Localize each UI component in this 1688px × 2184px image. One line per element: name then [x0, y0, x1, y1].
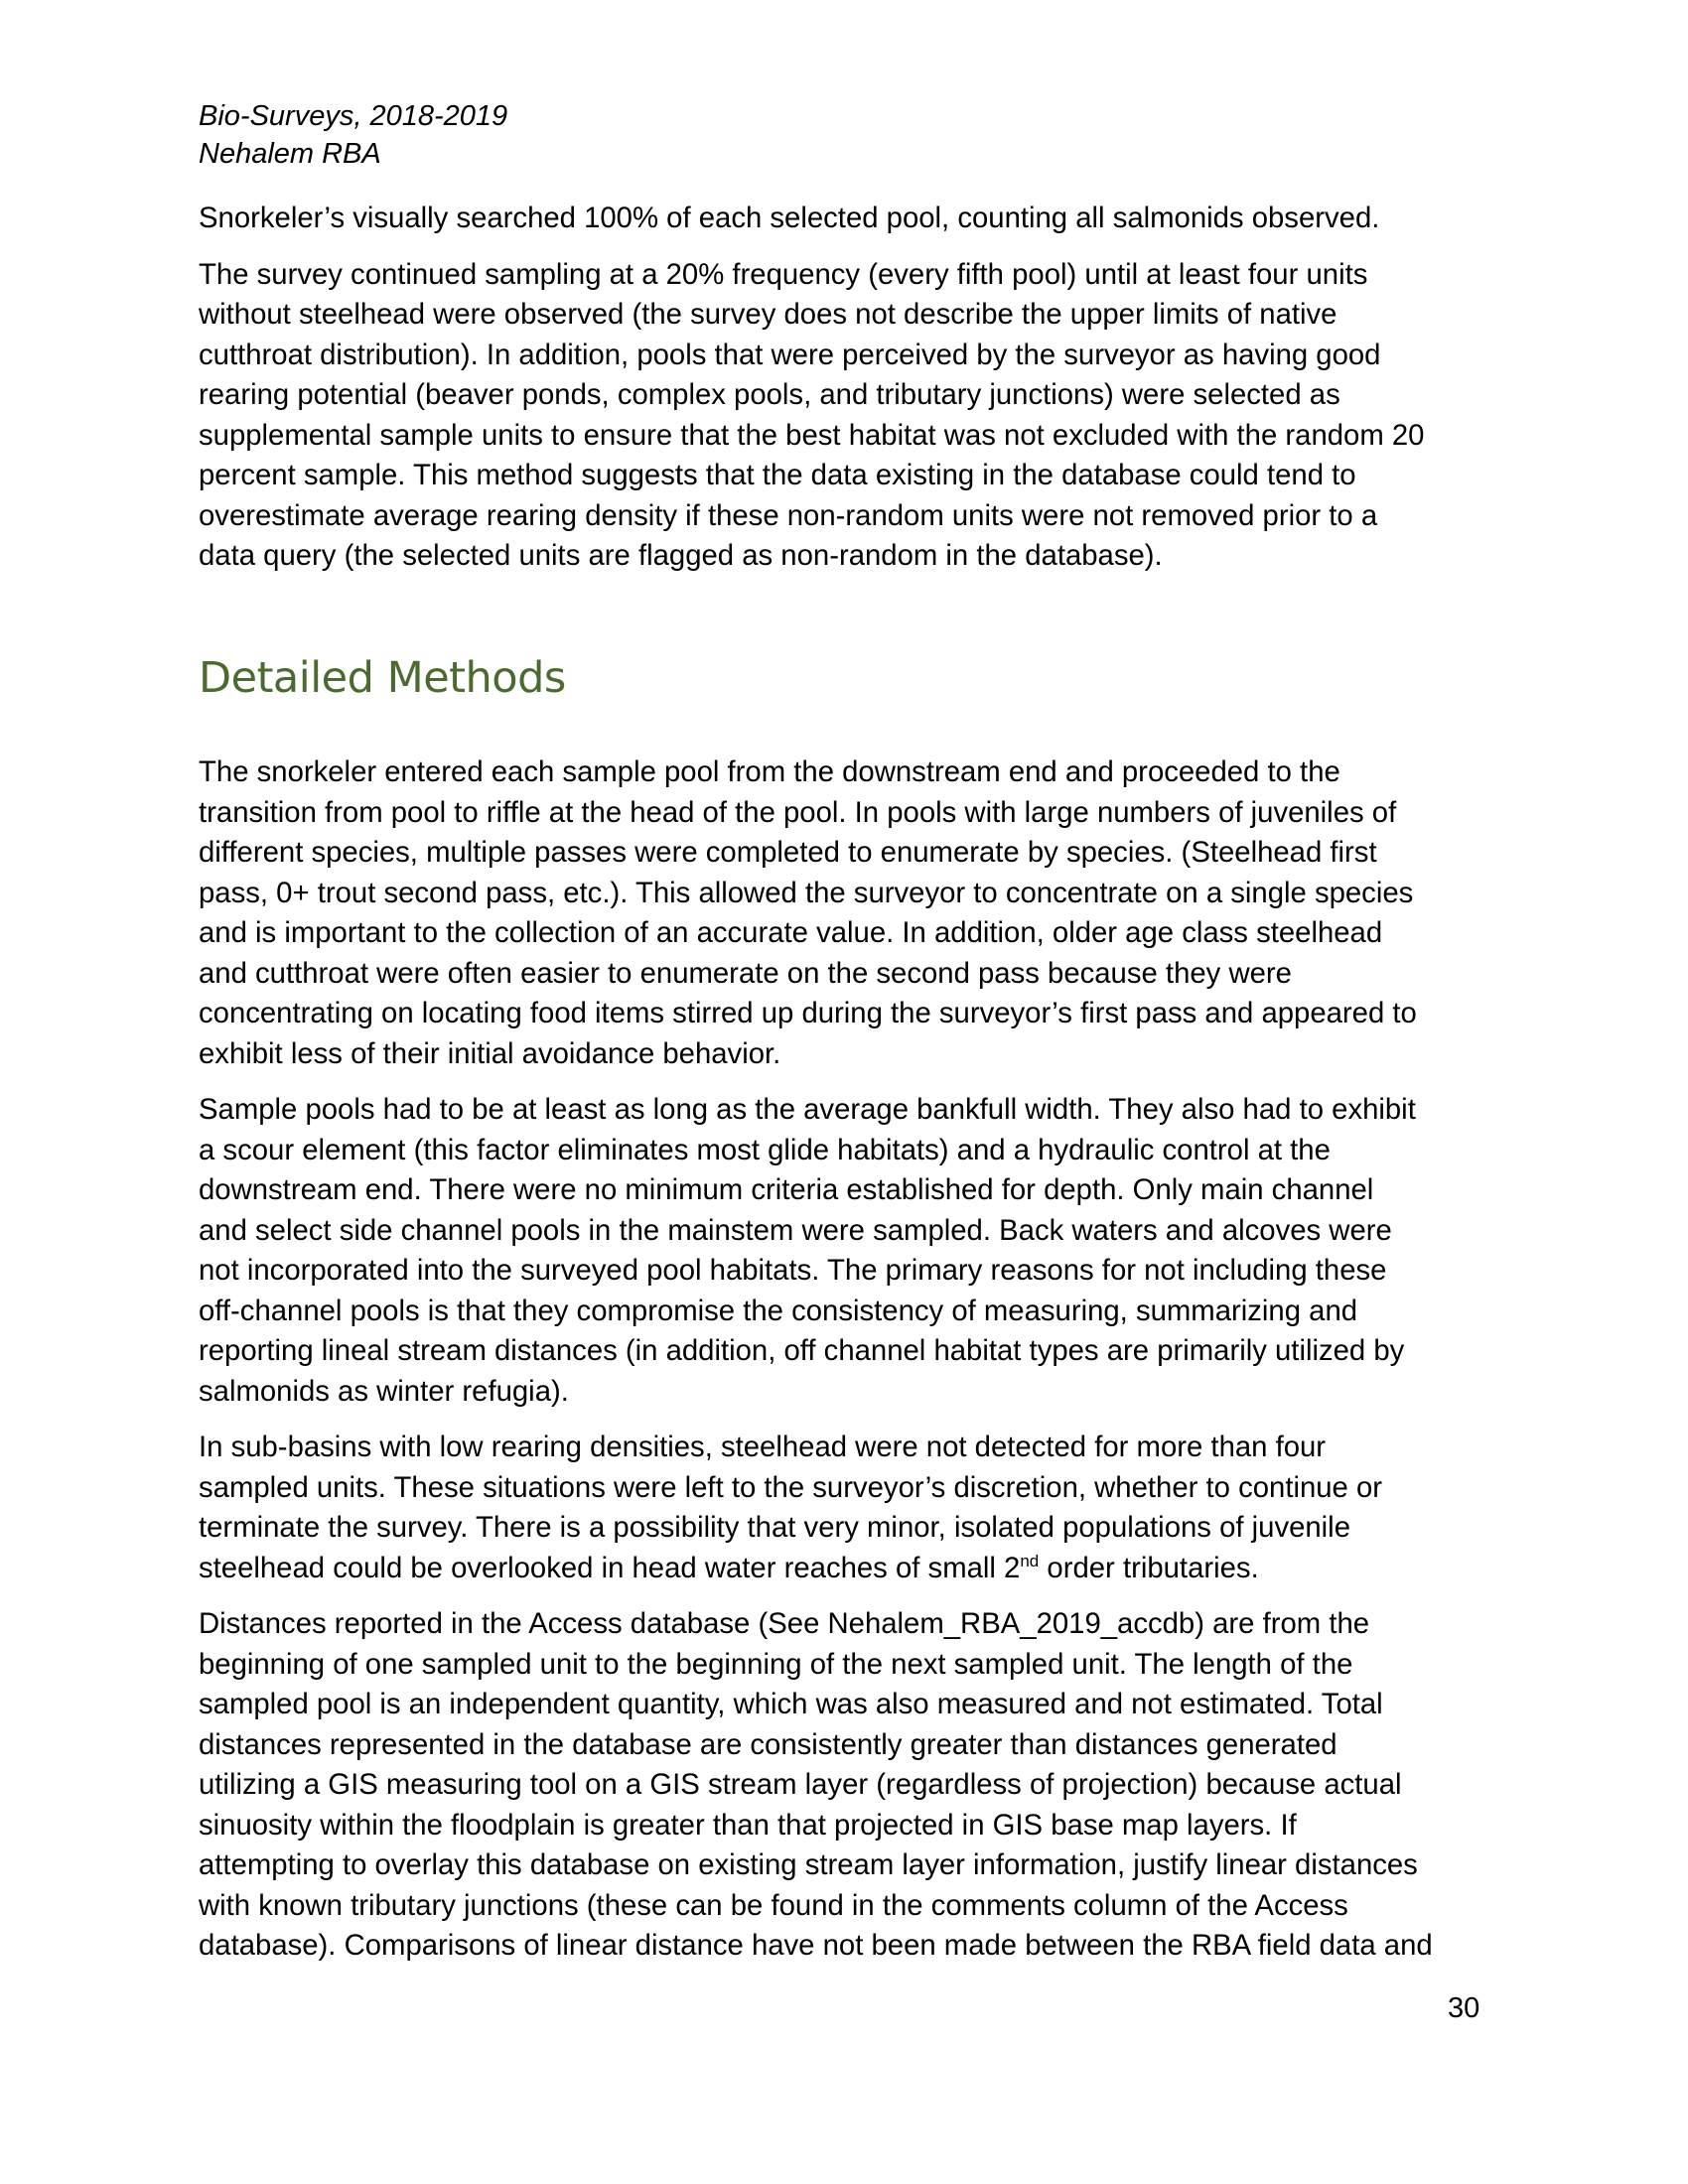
text-line: sampled pool is an independent quantity, which was also measured and not estimated. Total: [199, 1688, 1383, 1720]
paragraph-spacer: [199, 1588, 1433, 1604]
text-line: concentrating on locating food items stirred up during the surveyor’s first pass and appeared to: [199, 997, 1417, 1029]
paragraph-spacer: [199, 239, 1499, 255]
text-line: In sub-basins with low rearing densities, steelhead were not detected for more than four: [199, 1431, 1327, 1463]
text-line: not incorporated into the surveyed pool habitats. The primary reasons for not including these: [199, 1254, 1387, 1287]
text-line: and is important to the collection of an accurate value. In addition, older age class steelhead: [199, 916, 1383, 949]
paragraph-spacer: [199, 1412, 1433, 1428]
text-line: and cutthroat were often easier to enumerate on the second pass because they were: [199, 956, 1292, 990]
text-fragment: order tributaries.: [1039, 1551, 1259, 1584]
text-line: supplemental sample units to ensure that the best habitat was not excluded with the random 20: [199, 418, 1425, 452]
text-line: cutthroat distribution). In addition, pools that were perceived by the surveyor as having good: [199, 338, 1381, 371]
text-line: database). Comparisons of linear distance have not been made between the RBA field data and: [199, 1929, 1433, 1962]
text-line: a scour element (this factor eliminates most glide habitats) and a hydraulic control at the: [199, 1133, 1331, 1166]
text-line: percent sample. This method suggests that the data existing in the database could tend to: [199, 459, 1356, 491]
text-line: sinuosity within the floodplain is greater than that projected in GIS base map layers. If: [199, 1808, 1297, 1842]
text-line: exhibit less of their initial avoidance behavior.: [199, 1036, 781, 1070]
text-line: Sample pools had to be at least as long as the average bankfull width. They also had to exhibit: [199, 1093, 1416, 1126]
text-line: transition from pool to riffle at the head of the pool. In pools with large numbers of juveniles of: [199, 795, 1397, 829]
intro-text: [199, 199, 1499, 577]
text-line: attempting to overlay this database on existing stream layer information, justify linear distances: [199, 1848, 1418, 1881]
methods-paragraph-4: [199, 1604, 1433, 1967]
header-title: Bio-Surveys, 2018-2019: [199, 100, 508, 132]
text-line-with-superscript: [199, 1549, 1433, 1589]
text-line: data query (the selected units are flagged as non-random in the database).: [199, 539, 1163, 572]
text-line: with known tributary junctions (these can be found in the comments column of the Access: [199, 1888, 1348, 1922]
text-line: overestimate average rearing density if these non-random units were not removed prior to a: [199, 498, 1378, 532]
text-line: Distances reported in the Access database (See Nehalem_RBA_2019_accdb) are from the: [199, 1607, 1370, 1640]
text-line: downstream end. There were no minimum criteria established for depth. Only main channel: [199, 1173, 1374, 1206]
text-line: Snorkeler’s visually searched 100% of each selected pool, counting all salmonids observed.: [199, 202, 1380, 234]
page-number: 30: [1448, 1992, 1480, 2024]
methods-paragraph-3: [199, 1428, 1433, 1588]
text-line: and select side channel pools in the mainstem were sampled. Back waters and alcoves were: [199, 1213, 1392, 1247]
paragraph-spacer: [199, 1074, 1433, 1090]
text-line: salmonids as winter refugia).: [199, 1374, 569, 1408]
text-line: reporting lineal stream distances (in addition, off channel habitat types are primarily utilized by: [199, 1334, 1405, 1367]
header-subtitle: Nehalem RBA: [199, 138, 381, 170]
text-line: The snorkeler entered each sample pool from the downstream end and proceeded to the: [199, 755, 1340, 788]
running-header: [199, 97, 507, 173]
text-fragment: steelhead could be overlooked in head water reaches of small 2: [199, 1551, 1021, 1584]
text-line: distances represented in the database are consistently greater than distances generated: [199, 1727, 1337, 1761]
methods-paragraph-1: [199, 752, 1433, 1074]
text-line: terminate the survey. There is a possibility that very minor, isolated populations of juvenile: [199, 1511, 1350, 1544]
section-heading: Detailed Methods: [199, 653, 566, 703]
text-line: rearing potential (beaver ponds, complex pools, and tributary junctions) were selected as: [199, 378, 1340, 411]
section-body: [199, 752, 1433, 1967]
text-line: utilizing a GIS measuring tool on a GIS stream layer (regardless of projection) because actual: [199, 1768, 1402, 1801]
ordinal-superscript: nd: [1020, 1551, 1040, 1570]
text-line: off-channel pools is that they compromise the consistency of measuring, summarizing and: [199, 1294, 1358, 1327]
text-line: sampled units. These situations were left to the surveyor’s discretion, whether to continue or: [199, 1470, 1383, 1504]
text-line: beginning of one sampled unit to the beginning of the next sampled unit. The length of the: [199, 1647, 1353, 1681]
intro-paragraph-1: [199, 199, 1499, 239]
text-line: The survey continued sampling at a 20% frequency (every fifth pool) until at least four units: [199, 257, 1368, 291]
text-line: different species, multiple passes were completed to enumerate by species. (Steelhead first: [199, 836, 1377, 869]
methods-paragraph-2: [199, 1090, 1433, 1412]
text-line: pass, 0+ trout second pass, etc.). This allowed the surveyor to concentrate on a single species: [199, 876, 1414, 909]
intro-paragraph-2: [199, 255, 1499, 577]
text-line: without steelhead were observed (the survey does not describe the upper limits of native: [199, 298, 1337, 331]
